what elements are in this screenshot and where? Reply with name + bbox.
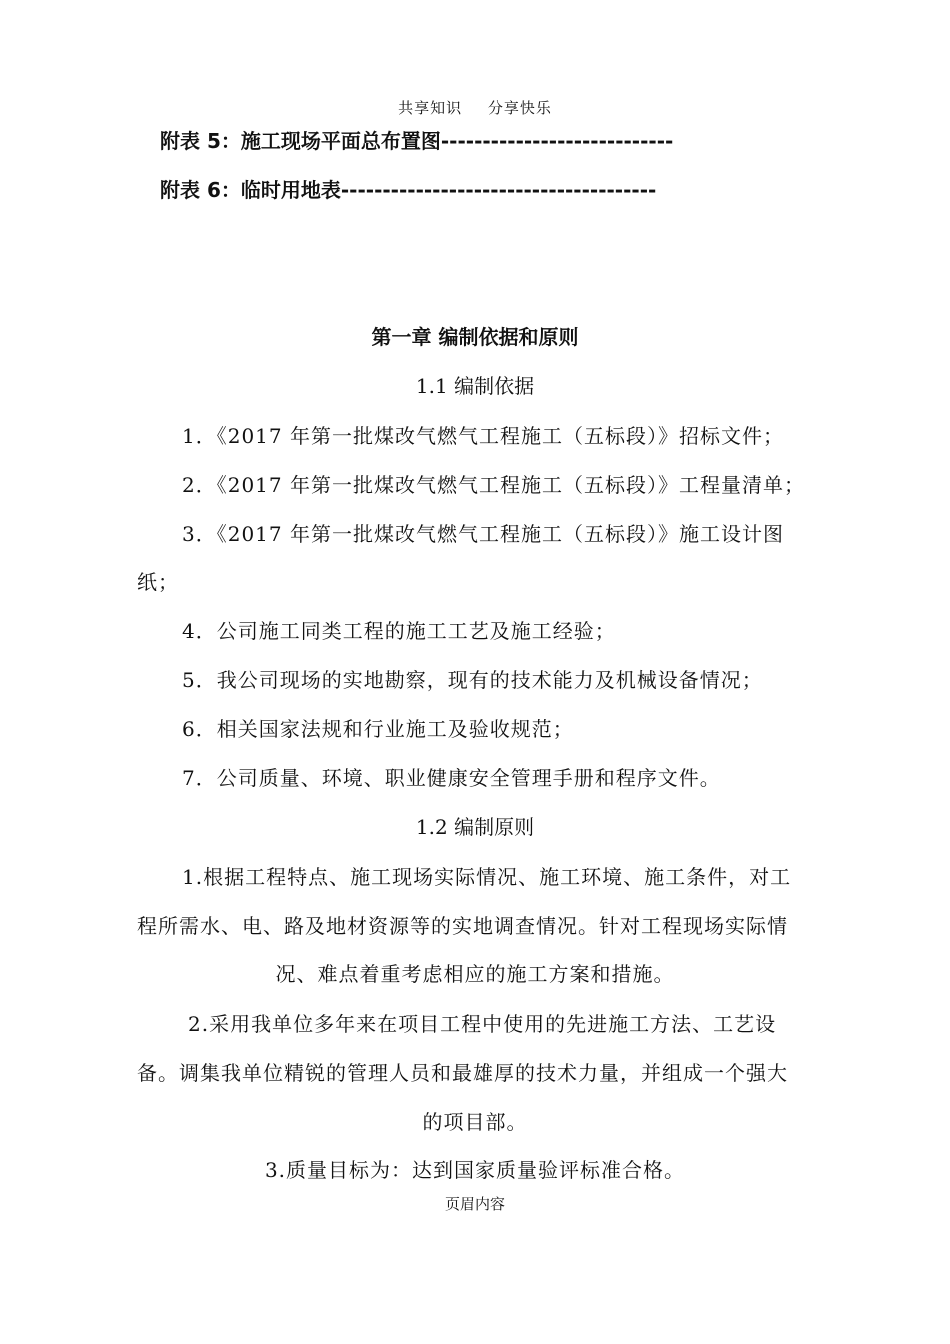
basis-item-1: 1．《2017 年第一批煤改气燃气工程施工（五标段）》招标文件；	[182, 424, 784, 448]
appendix-item-5: 附表 5：施工现场平面总布置图----------------------------	[160, 129, 674, 153]
principle-1-line-3: 况、难点着重考虑相应的施工方案和措施。	[275, 962, 675, 986]
basis-item-4: 4．公司施工同类工程的施工工艺及施工经验；	[182, 619, 616, 643]
principle-2-line-3: 的项目部。	[422, 1110, 528, 1134]
section-title-1-2: 1.2 编制原则	[415, 815, 535, 839]
basis-item-5: 5．我公司现场的实地勘察，现有的技术能力及机械设备情况；	[182, 668, 763, 692]
page-footer: 页眉内容	[444, 1195, 505, 1213]
basis-item-3-continued: 纸；	[137, 570, 179, 594]
basis-item-3: 3．《2017 年第一批煤改气燃气工程施工（五标段）》施工设计图	[182, 522, 784, 546]
basis-item-6: 6．相关国家法规和行业施工及验收规范；	[182, 717, 574, 741]
principle-1-line-2: 程所需水、电、路及地材资源等的实地调查情况。针对工程现场实际情	[137, 914, 788, 938]
basis-item-7: 7．公司质量、环境、职业健康安全管理手册和程序文件。	[182, 766, 721, 790]
principle-1-line-1: 1.根据工程特点、施工现场实际情况、施工环境、施工条件，对工	[182, 865, 792, 889]
section-title-1-1: 1.1 编制依据	[415, 374, 535, 398]
page-header	[0, 101, 950, 116]
chapter-title: 第一章 编制依据和原则	[371, 325, 579, 349]
principle-2-line-1: 2.采用我单位多年来在项目工程中使用的先进施工方法、工艺设	[188, 1012, 777, 1036]
principle-2-line-2: 备。调集我单位精锐的管理人员和最雄厚的技术力量，并组成一个强大	[137, 1061, 788, 1085]
principle-3: 3.质量目标为：达到国家质量验评标准合格。	[264, 1158, 686, 1182]
header-left-text: 共享知识	[398, 99, 463, 117]
basis-item-2: 2．《2017 年第一批煤改气燃气工程施工（五标段）》工程量清单；	[182, 473, 805, 497]
header-right-text: 分享快乐	[487, 99, 552, 117]
appendix-item-6: 附表 6：临时用地表--------------------------------------	[160, 178, 657, 202]
